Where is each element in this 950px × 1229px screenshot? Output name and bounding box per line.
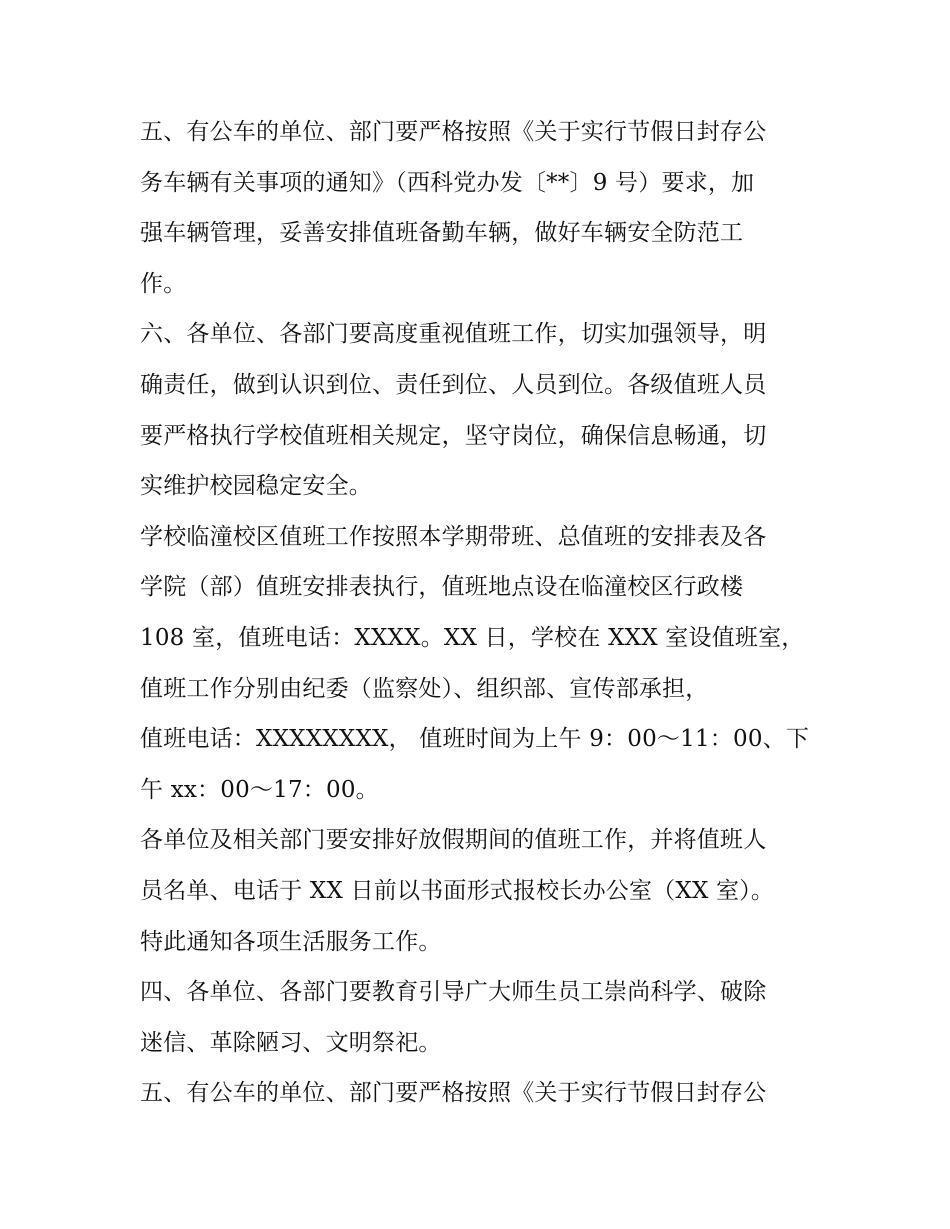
text-line: 学院（部）值班安排表执行，值班地点设在临潼校区行政楼 [140,574,744,601]
text-line: 值班工作分别由纪委（监察处）、组织部、宣传部承担， [140,675,709,702]
text-line: 强车辆管理，妥善安排值班备勤车辆，做好车辆安全防范工 [140,220,744,247]
text-line: 确责任，做到认识到位、责任到位、人员到位。各级值班人员 [140,371,767,398]
text-line: 午 xx：00～17：00。 [140,776,379,803]
text-line: 务车辆有关事项的通知》（西科党办发〔**〕9 号）要求，加 [140,169,755,196]
text-line: 特此通知各项生活服务工作。 [140,928,442,955]
text-line: 108 室，值班电话：XXXX。XX 日，学校在 XXX 室设值班室， [140,624,805,651]
text-line: 实维护校园稳定安全。 [140,473,372,500]
text-line: 员名单、电话于 XX 日前以书面形式报校长办公室（XX 室）。 [140,877,775,904]
document-body [140,107,820,1119]
text-line: 作。 [140,270,187,297]
text-line: 五、有公车的单位、部门要严格按照《关于实行节假日封存公 [140,1080,767,1107]
text-line: 要严格执行学校值班相关规定，坚守岗位，确保信息畅通，切 [140,422,767,449]
text-line: 五、有公车的单位、部门要严格按照《关于实行节假日封存公 [140,119,767,145]
text-line: 六、各单位、各部门要高度重视值班工作，切实加强领导，明 [140,321,767,348]
text-line: 值班电话：XXXXXXXX， 值班时间为上午 9：00～11：00、下 [140,726,810,753]
text-line: 迷信、革除陋习、文明祭祀。 [140,1029,442,1056]
text-line: 四、各单位、各部门要教育引导广大师生员工崇尚科学、破除 [140,979,767,1006]
text-line: 各单位及相关部门要安排好放假期间的值班工作，并将值班人 [140,827,767,854]
text-line: 学校临潼校区值班工作按照本学期带班、总值班的安排表及各 [140,523,767,550]
